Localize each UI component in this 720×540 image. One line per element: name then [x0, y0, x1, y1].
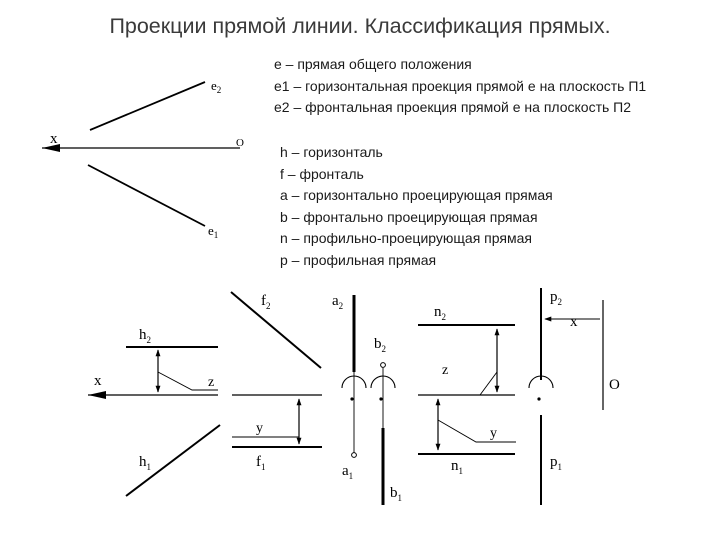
x-axis-label: x	[570, 314, 578, 330]
x-axis-arrowhead	[88, 391, 106, 399]
b-dot-mark	[379, 397, 382, 400]
h2-label: $h_2$	[139, 327, 151, 345]
z-construction-line	[480, 372, 497, 395]
origin-label: O	[609, 377, 620, 393]
legend-item-n: n – профильно-проецирующая прямая	[280, 230, 532, 246]
legend-item-e: e – прямая общего положения	[274, 56, 472, 72]
diagram-general-line	[42, 78, 244, 240]
f2-label: $f_2$	[261, 293, 271, 311]
p-dot-mark	[537, 397, 540, 400]
f2-line	[231, 292, 321, 368]
p2-label: $p_2$	[550, 289, 562, 307]
diagram-profile-line	[529, 288, 620, 505]
legend-item-b: b – фронтально проецирующая прямая	[280, 208, 538, 225]
y-label: y	[490, 426, 497, 441]
legend-item-h: h – горизонталь	[280, 144, 383, 160]
horizontal-projection-e1	[88, 165, 205, 226]
diagram-frontal-line	[231, 292, 322, 472]
legend-item-e1: e1 – горизонтальная проекция прямой e на плоскость П1	[274, 77, 647, 94]
legend-item-e2: e2 – фронтальная проекция прямой e на плоскость П2	[274, 99, 632, 115]
a2-label: $a_2$	[332, 293, 344, 311]
p1-label: $p_1$	[550, 454, 562, 472]
origin-label: O	[236, 137, 244, 149]
diagram-profile-projecting-line	[418, 304, 516, 476]
h1-label: $h_1$	[139, 454, 151, 472]
page-title: Проекции прямой линии. Классификация прямых.	[109, 14, 611, 38]
legend-item-p: p – профильная прямая	[280, 251, 437, 268]
b2-point	[381, 363, 386, 368]
x-axis-label: x	[50, 131, 58, 147]
legend-item-a: a – горизонтально проецирующая прямая	[280, 187, 553, 203]
frontal-projection-e2	[90, 82, 205, 130]
y-label: y	[256, 421, 263, 436]
x-axis-label: x	[94, 373, 102, 389]
z-label: z	[442, 363, 449, 378]
f1-label: $f_1$	[256, 454, 266, 472]
a1-point	[352, 453, 357, 458]
b1-label: $b_1$	[390, 485, 402, 503]
legend-item-f: f – фронталь	[280, 165, 364, 182]
b2-label: $b_2$	[374, 336, 386, 354]
n1-label: $n_1$	[451, 458, 463, 476]
diagram-projecting-lines	[332, 293, 402, 505]
z-label: z	[208, 375, 215, 390]
diagram-horizontal-line	[88, 327, 220, 496]
e2-label: $e_2$	[211, 78, 222, 95]
y-construction-line	[438, 420, 516, 442]
a1-label: $a_1$	[342, 463, 354, 481]
n2-label: $n_2$	[434, 304, 446, 322]
e1-label: $e_1$	[208, 223, 219, 240]
a-dot-mark	[350, 397, 353, 400]
